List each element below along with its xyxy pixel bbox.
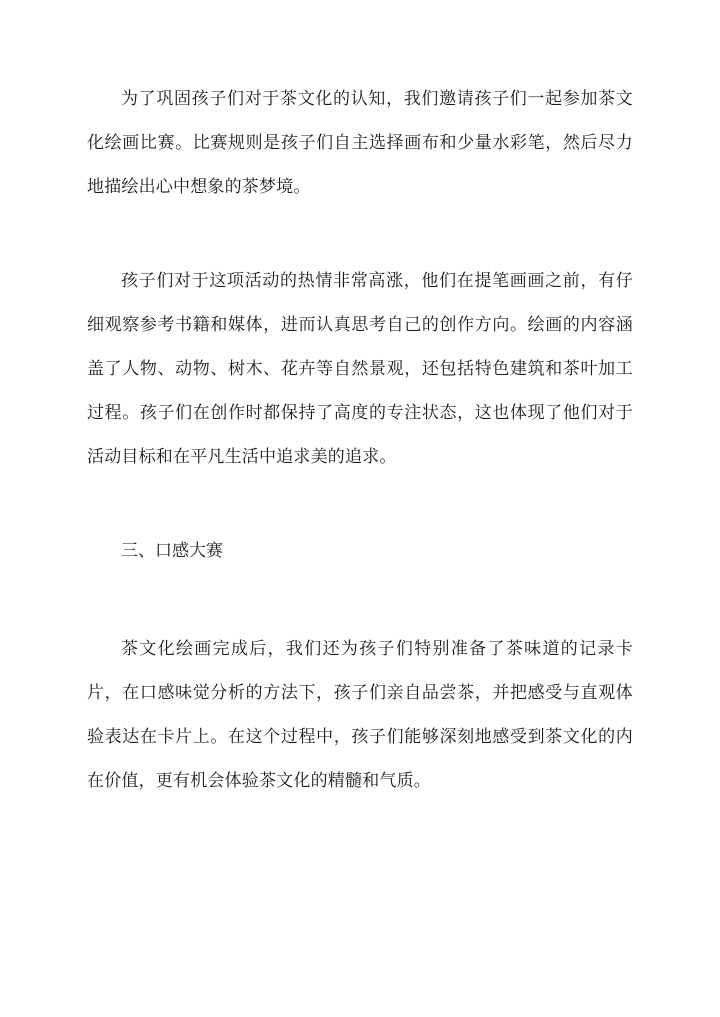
paragraph-painting-contest: 为了巩固孩子们对于茶文化的认知，我们邀请孩子们一起参加茶文化绘画比赛。比赛规则是孩子们自主选择画布和少量水彩笔，然后尽力地描绘出心中想象的茶梦境。 [87, 89, 633, 197]
section-heading-taste-contest: 三、口感大赛 [121, 541, 223, 561]
paragraph-children-enthusiasm: 孩子们对于这项活动的热情非常高涨，他们在提笔画画之前，有仔细观察参考书籍和媒体，进而认真思考自己的创作方向。绘画的内容涵盖了人物、动物、树木、花卉等自然景观，还包括特色建筑和茶叶加工过程。孩子们在创作时都保持了高度的专注状态，这也体现了他们对于活动目标和在平凡生活中追求美的追求。 [87, 271, 633, 467]
paragraph-taste-cards: 茶文化绘画完成后，我们还为孩子们特别准备了茶味道的记录卡片，在口感味觉分析的方法下，孩子们亲自品尝茶，并把感受与直观体验表达在卡片上。在这个过程中，孩子们能够深刻地感受到茶文化的内在价值，更有机会体验茶文化的精髓和气质。 [87, 639, 633, 791]
